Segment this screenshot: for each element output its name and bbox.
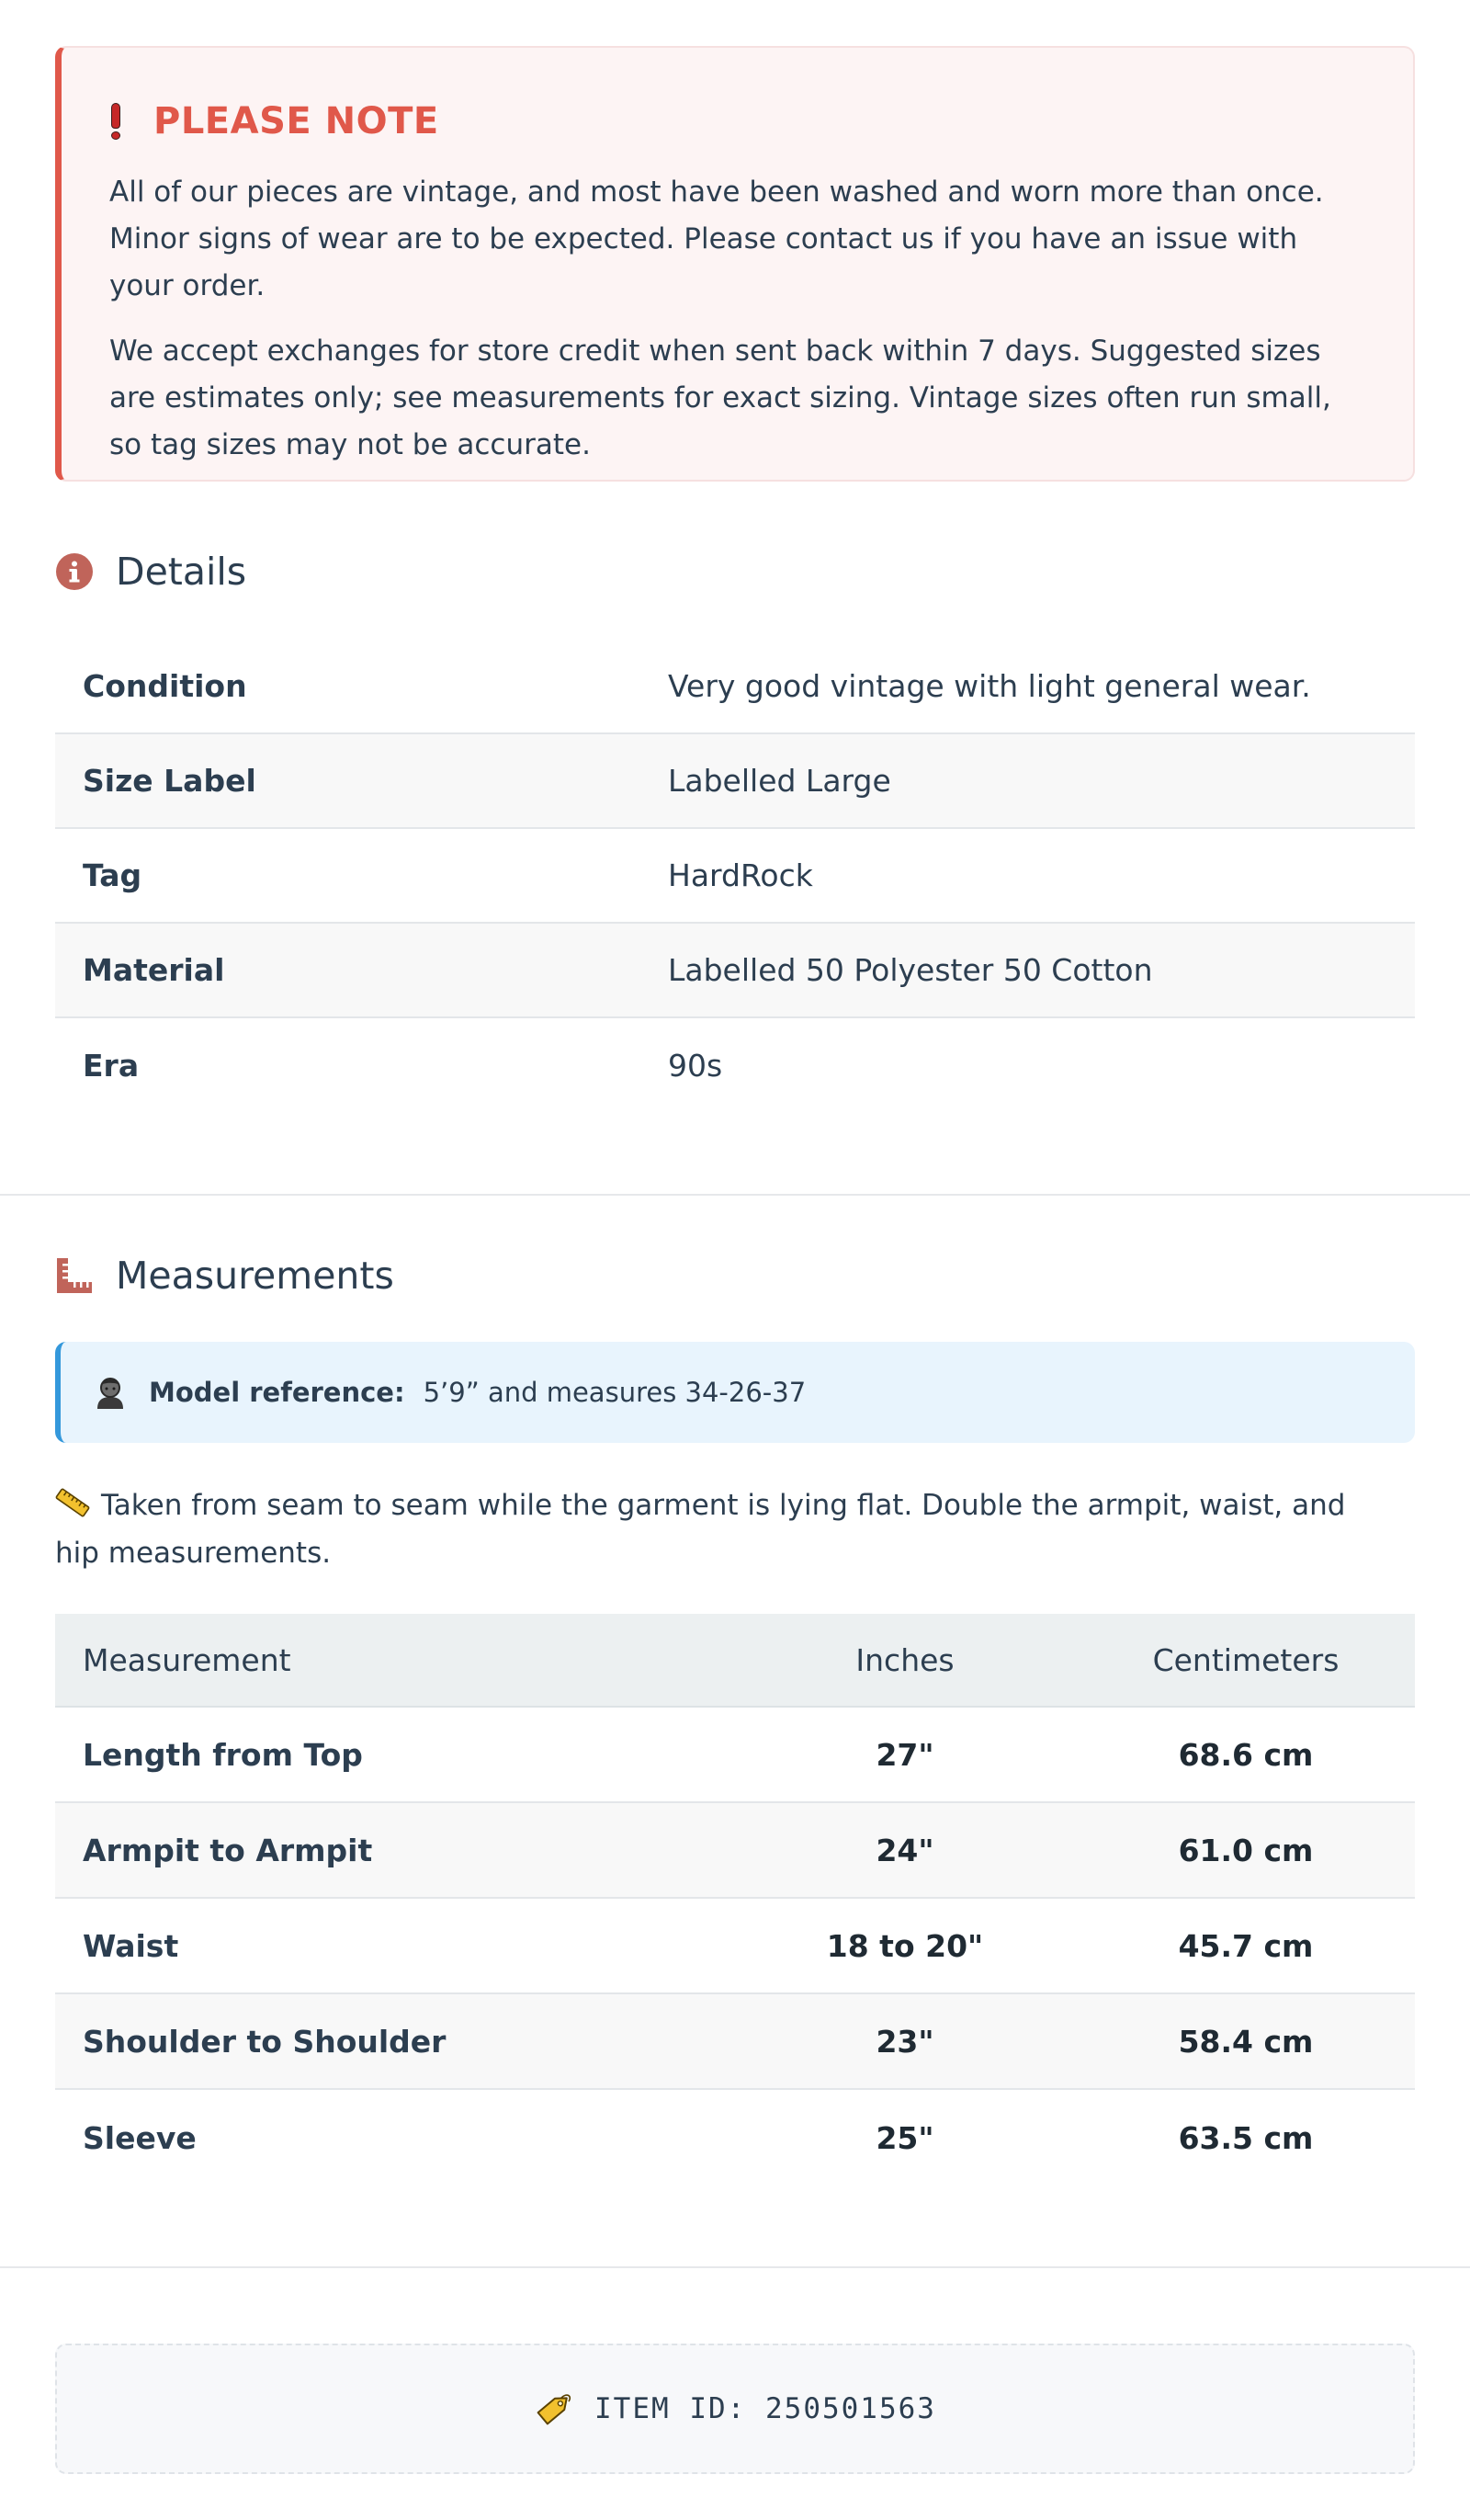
column-header-measurement: Measurement	[83, 1641, 291, 1678]
table-row	[55, 2090, 1415, 2185]
note-title	[109, 101, 1367, 142]
ruler-icon	[55, 1256, 94, 1295]
measurement-cm: 58.4 cm	[1178, 2023, 1314, 2060]
column-header-inches: Inches	[855, 1641, 955, 1678]
table-row	[55, 1708, 1415, 1803]
measurement-name: Armpit to Armpit	[83, 1832, 373, 1868]
note-paragraph: We accept exchanges for store credit when sent back within 7 days. Suggested sizes are estimates only; see measurements for exact sizing. Vintage sizes often run small, so tag sizes may not be accurate.	[109, 335, 1331, 461]
details-heading	[55, 550, 246, 594]
measurement-name: Waist	[83, 1927, 179, 1964]
measurement-cm: 61.0 cm	[1178, 1832, 1314, 1868]
details-value: Very good vintage with light general wear.	[668, 668, 1311, 704]
table-row	[55, 1994, 1415, 2090]
measurement-inches: 27"	[876, 1736, 934, 1773]
details-label: Era	[83, 1048, 140, 1084]
model-reference-label: Model reference:	[149, 1377, 405, 1408]
section-divider	[0, 1194, 1470, 1196]
details-label: Condition	[83, 668, 247, 704]
measurement-name: Shoulder to Shoulder	[83, 2023, 447, 2060]
measurements-table	[55, 1614, 1415, 2185]
measurement-cm: 68.6 cm	[1178, 1736, 1314, 1773]
exclamation-icon	[109, 103, 120, 140]
measurements-heading-text: Measurements	[116, 1254, 394, 1298]
column-header-centimeters: Centimeters	[1152, 1641, 1340, 1678]
details-label: Size Label	[83, 763, 256, 799]
measurement-name: Length from Top	[83, 1736, 363, 1773]
model-reference-text: 5’9” and measures 34-26-37	[423, 1377, 807, 1408]
note-title-text: PLEASE NOTE	[153, 100, 439, 142]
tag-icon	[534, 2389, 574, 2429]
details-heading-text: Details	[116, 550, 247, 594]
measurement-cm: 63.5 cm	[1178, 2119, 1314, 2156]
item-id-box	[55, 2344, 1415, 2474]
measurement-cm: 45.7 cm	[1178, 1927, 1314, 1964]
model-reference	[55, 1342, 1415, 1443]
details-row	[55, 829, 1415, 924]
details-table	[55, 640, 1415, 1113]
details-row	[55, 640, 1415, 734]
details-row	[55, 734, 1415, 829]
measurement-inches: 24"	[876, 1832, 934, 1868]
note-paragraph: All of our pieces are vintage, and most have been washed and worn more than once. Minor signs of wear are to be expected. Please contact us if you have an issue with your order.	[109, 176, 1324, 302]
measurement-inches: 23"	[876, 2023, 934, 2060]
item-id-text: ITEM ID: 250501563	[594, 2392, 936, 2425]
measurement-inches: 25"	[876, 2119, 934, 2156]
table-row	[55, 1899, 1415, 1994]
info-circle-icon	[55, 552, 94, 591]
table-header-row	[55, 1614, 1415, 1708]
measurement-instruction-text: Taken from seam to seam while the garment is lying flat. Double the armpit, waist, and hip measurements.	[55, 1489, 1346, 1570]
measurement-inches: 18 to 20"	[826, 1927, 984, 1964]
please-note-box	[55, 46, 1415, 482]
person-icon	[94, 1374, 127, 1411]
measurements-heading	[55, 1254, 394, 1298]
details-label: Material	[83, 952, 225, 988]
section-divider	[0, 2266, 1470, 2268]
table-row	[55, 1803, 1415, 1899]
details-row	[55, 924, 1415, 1018]
details-value: Labelled 50 Polyester 50 Cotton	[668, 952, 1153, 988]
details-row	[55, 1018, 1415, 1113]
details-value: Labelled Large	[668, 763, 891, 799]
details-value: 90s	[668, 1048, 723, 1084]
details-label: Tag	[83, 857, 142, 893]
details-value: HardRock	[668, 857, 813, 893]
measurement-instruction	[55, 1481, 1378, 1577]
measurement-name: Sleeve	[83, 2119, 197, 2156]
straight-ruler-icon	[55, 1485, 90, 1520]
